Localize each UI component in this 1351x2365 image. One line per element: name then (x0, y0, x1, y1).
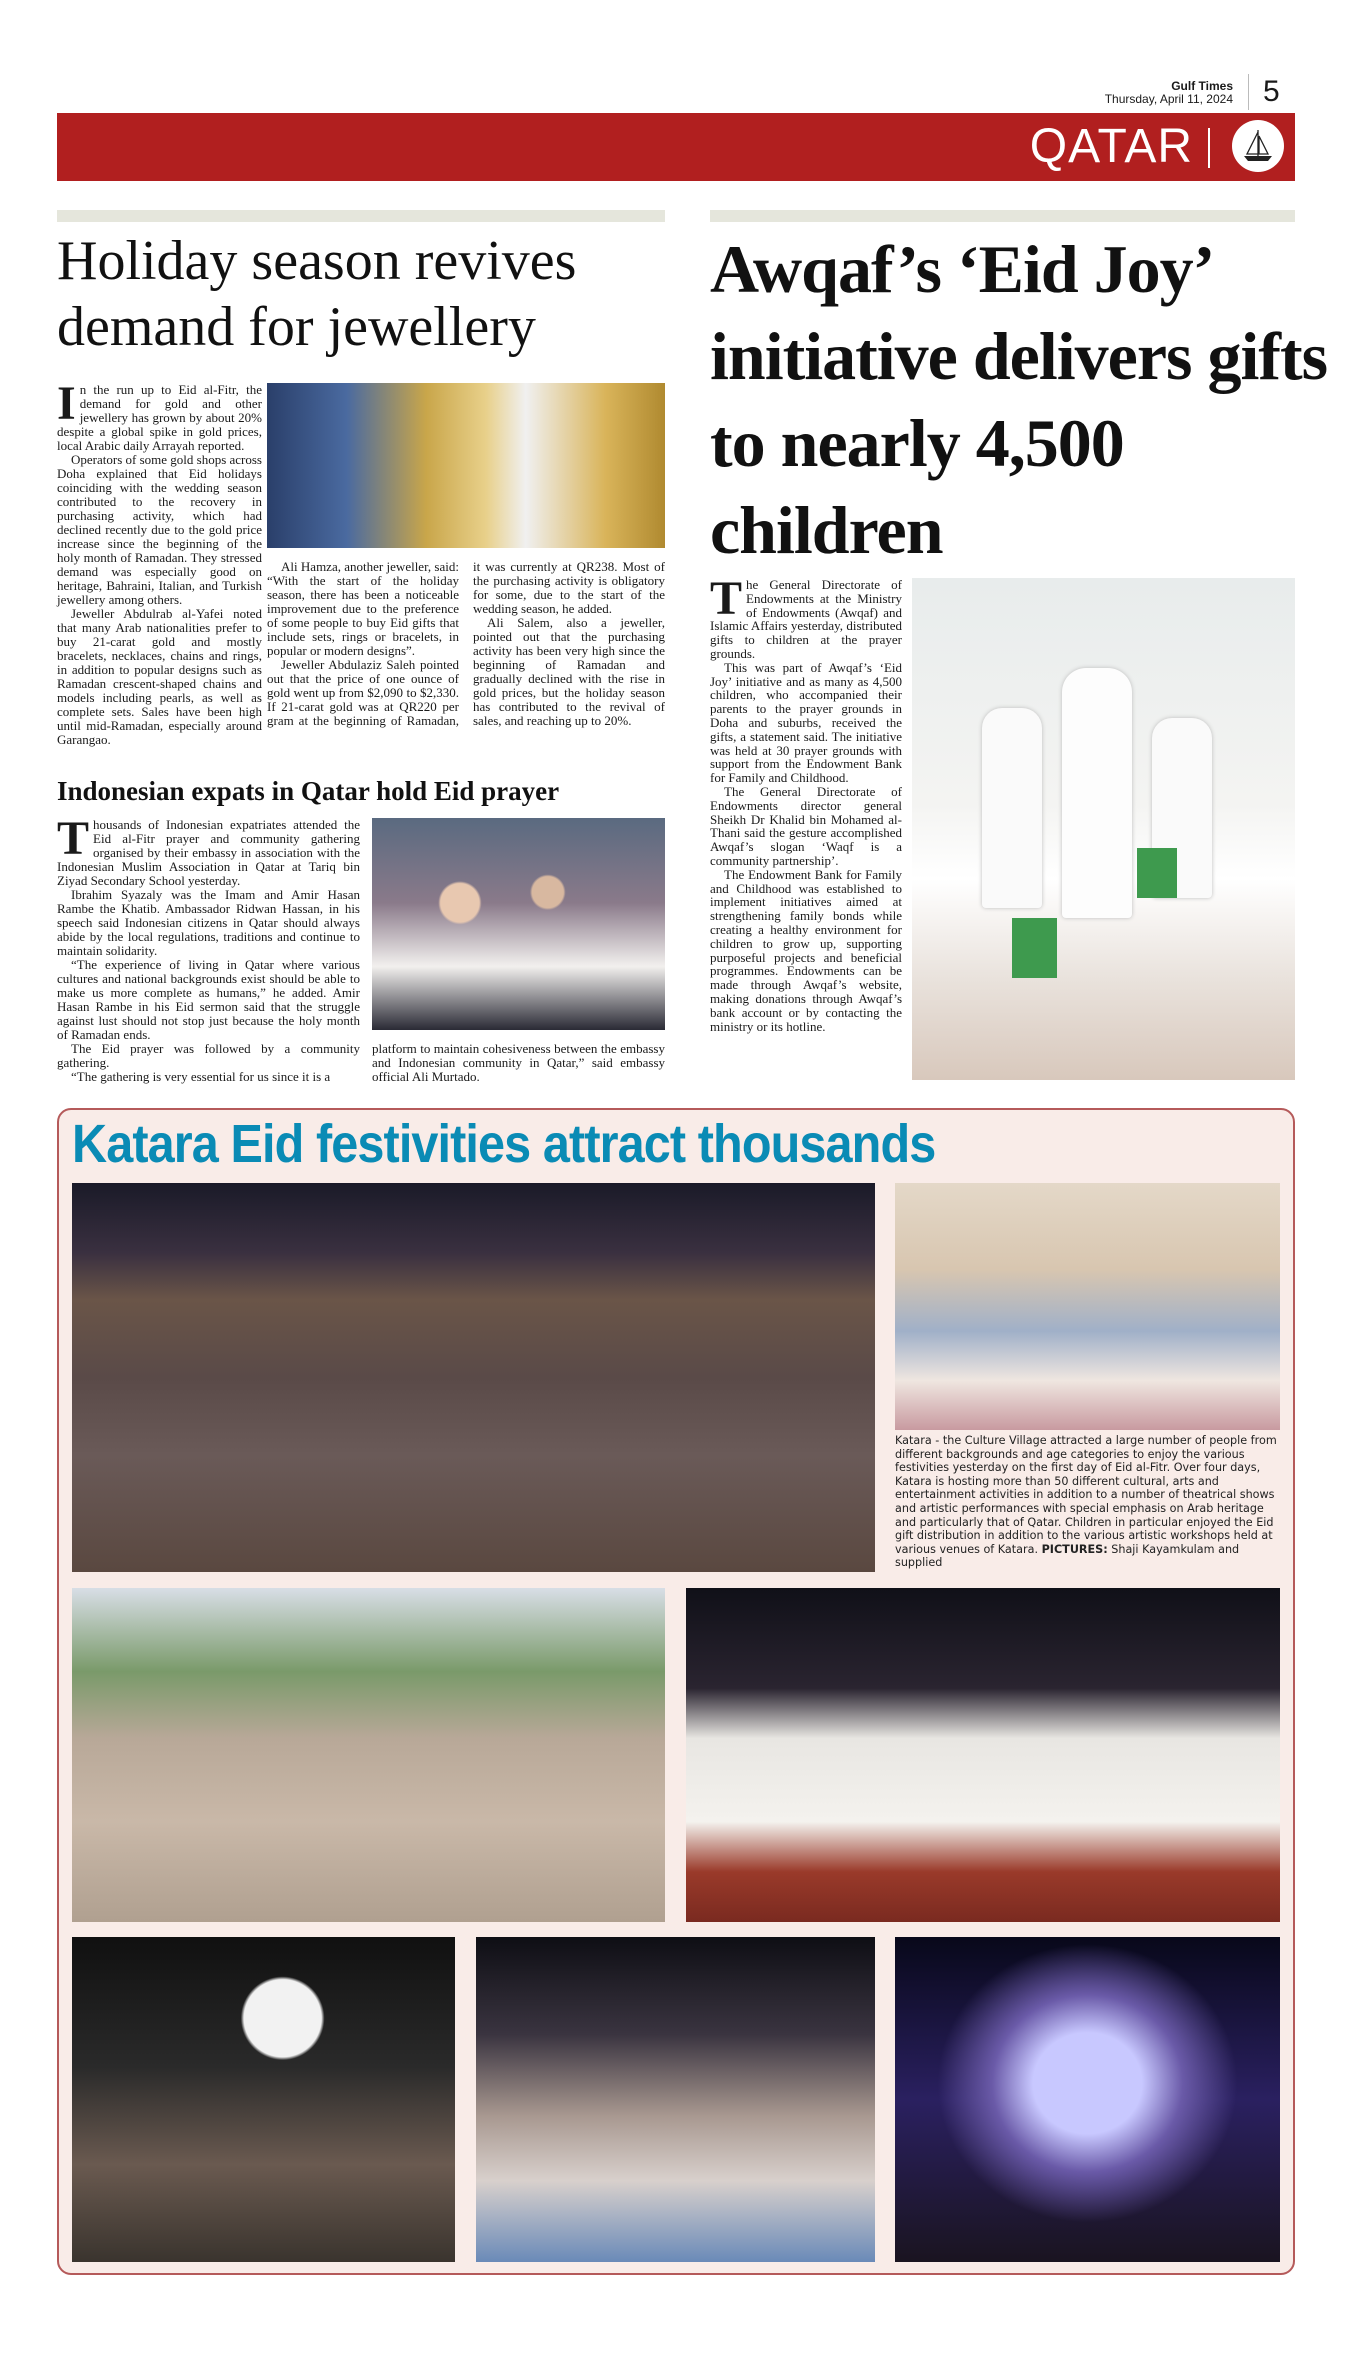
katara-crowd-night-photo (72, 1183, 875, 1572)
gift-distribution-photo (476, 1937, 875, 2262)
paragraph: platform to maintain cohesiveness between the embassy and Indonesian community in Qatar,” said embassy official Ali Murtado. (372, 1041, 665, 1084)
paragraph: Jeweller Abdulaziz Saleh pointed out that the price of one ounce of gold went up from $2,090 to $2,330. If 21-carat gold was at QR220 per gram at the beginning of Ramadan, it was currently at QR238. Most of the purchasing activity is obligatory for some, due to the start of the wedding season, he added. (267, 559, 665, 728)
drop-cap: I (57, 377, 76, 430)
masthead (1105, 80, 1233, 105)
paragraph: Ibrahim Syazaly was the Imam and Amir Hasan Rambe the Khatib. Ambassador Ridwan Hassan, in his speech said Indonesian citizens in Qatar should always abide by the local regulations, traditions and continue to maintain solidarity. (57, 887, 360, 958)
awqaf-headline: Awqaf’s ‘Eid Joy’ initiative delivers gifts to nearly 4,500 children (710, 231, 1328, 568)
section-divider (1208, 128, 1210, 168)
paragraph: he General Directorate of Endowments at the Ministry of Endowments (Awqaf) and Islamic Affairs yesterday, distributed gifts to children at the prayer grounds. (710, 577, 902, 661)
publication-name: Gulf Times (1171, 79, 1233, 93)
page-number: 5 (1248, 74, 1280, 110)
jewellery-headline: Holiday season revives demand for jewellery (57, 230, 577, 358)
paragraph: The Endowment Bank for Family and Childhood was established to implement initiatives aimed at strengthening family bonds while creating a healthy environment for children to grow up, supporting purposeful projects and beneficial programmes. Endowments can be made through Awqaf’s website, making donations through Awqaf’s bank account or by contacting the ministry or its hotline. (710, 866, 902, 1034)
paragraph: Operators of some gold shops across Doha explained that Eid holidays coinciding with the wedding season contributed to the recovery in purchasing activity, which had declined recently due to the gold price increase since the beginning of the holy month of Ramadan. They stressed demand was especially good on heritage, Bahraini, Italian, and Turkish jewellery among others. (57, 452, 262, 607)
indonesian-text (57, 812, 360, 1084)
section-title: QATAR (1029, 120, 1193, 173)
awqaf-text (710, 572, 902, 1034)
panda-mascot-photo (72, 1937, 455, 2262)
paragraph: “The gathering is very essential for us since it is a (71, 1069, 331, 1084)
dhow-boat-icon (1232, 120, 1284, 172)
ardah-sword-dance-photo (686, 1588, 1280, 1922)
headline-rule (710, 210, 1295, 222)
paragraph: Ali Hamza, another jeweller, said: “With the start of the holiday season, there has been a noticeable improvement due to the preference of some people to buy Eid gifts that include sets, rings or bracelets, in popular or modern designs”. (267, 559, 459, 658)
paragraph: This was part of Awqaf’s ‘Eid Joy’ initiative and as many as 4,500 children, who accompanied their parents to the prayer grounds in Doha and suburbs, received the gifts, a statement said. The initiative was held at 30 prayer grounds with support from the Endowment Bank for Family and Childhood. (710, 659, 902, 786)
indonesian-headline: Indonesian expats in Qatar hold Eid prayer (57, 776, 560, 806)
paragraph: Ali Salem, also a jeweller, pointed out that the purchasing activity has been very high since the beginning of Ramadan and gradually declined with the rise in gold prices, but the holiday season has contributed to the revival of sales, and reaching up to 20%. (473, 615, 665, 728)
issue-date: Thursday, April 11, 2024 (1104, 91, 1233, 106)
eid-joy-children-photo (912, 578, 1295, 1080)
paragraph: “The experience of living in Qatar where various cultures and national backgrounds exist should be able to make us more complete as humans,” he added. Amir Hasan Rambe in his Eid sermon said that the struggle against lust should not stop just because the holy month of Ramadan ends. (57, 957, 360, 1042)
photo-credit: Shaji Kayamkulam and supplied (895, 1542, 1240, 1570)
indonesian-continuation (372, 1042, 665, 1084)
folk-dance-performance-photo (72, 1588, 665, 1922)
katara-children-workshop-photo (895, 1183, 1280, 1430)
credit-label: PICTURES: (1041, 1542, 1108, 1556)
katara-photo-caption (895, 1434, 1285, 1570)
paragraph: The Eid prayer was followed by a community gathering. (57, 1041, 360, 1070)
caption-text: Katara - the Culture Village attracted a large number of people from different backgrounds and age categories to enjoy the various festivities yesterday on the first day of Eid al-Fitr. Over four days, Katara is hosting more than 50 different cultural, arts and entertainment activities in addition to a number of theatrical shows and artistic performances with special emphasis on Arab heritage and particularly that of Qatar. Children in particular enjoyed the Eid gift distribution in addition to the various artistic workshops held at various venues of Katara. (895, 1434, 1277, 1556)
drop-cap: T (710, 572, 743, 625)
paragraph: The General Directorate of Endowments director general Sheikh Dr Khalid bin Mohamed al-Thani said the gesture accomplished Awqaf’s slogan ‘Waqf is a community partnership’. (710, 783, 902, 868)
paragraph: n the run up to Eid al-Fitr, the demand for gold and other jewellery has grown by about 20% despite a global spike in gold prices, local Arabic daily Arrayah reported. (57, 382, 262, 453)
eid-prayer-photo (372, 818, 665, 1030)
fountain-show-photo (895, 1937, 1280, 2262)
drop-cap: T (57, 812, 90, 865)
paragraph: Jeweller Abdulrab al-Yafei noted that many Arab nationalities prefer to buy 21-carat gold and mostly bracelets, necklaces, chains and rings, in addition to popular designs such as Ramadan crescent-shaped chains and models including pearls, as well as complete sets. Sales have been high until mid-Ramadan, especially around Garangao. (57, 606, 262, 747)
paragraph: housands of Indonesian expatriates attended the Eid al-Fitr prayer and community gathering organised by their embassy in association with the Indonesian Muslim Association in Qatar at Tariq bin Ziyad Secondary School yesterday. (57, 817, 360, 888)
headline-rule (57, 210, 665, 222)
jewellery-column-1 (57, 377, 262, 747)
jewellery-columns-2-3 (267, 560, 665, 728)
katara-headline: Katara Eid festivities attract thousands (72, 1114, 936, 1174)
jewellery-shop-photo (267, 383, 665, 548)
